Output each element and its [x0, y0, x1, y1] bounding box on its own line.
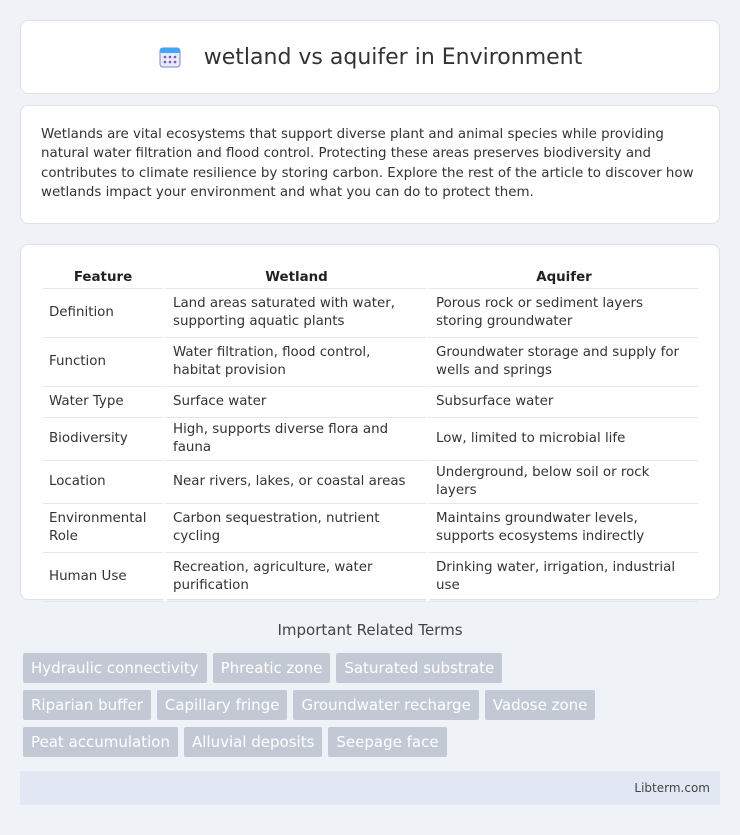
feature-cell: Definition	[43, 289, 163, 338]
wetland-cell: Near rivers, lakes, or coastal areas	[163, 461, 426, 504]
feature-cell: Water Type	[43, 387, 163, 418]
aquifer-cell: Maintains groundwater levels, supports ecosystems indirectly	[426, 504, 698, 553]
related-term-tag[interactable]: Riparian buffer	[23, 690, 151, 720]
calendar-icon	[158, 45, 182, 69]
related-term-tag[interactable]: Peat accumulation	[23, 727, 178, 757]
wetland-cell: Water filtration, flood control, habitat provision	[163, 338, 426, 387]
aquifer-cell: Drinking water, irrigation, industrial use	[426, 553, 698, 602]
table-header-row	[43, 265, 698, 289]
wetland-cell: Recreation, agriculture, water purification	[163, 553, 426, 602]
related-term-tag[interactable]: Phreatic zone	[213, 653, 331, 683]
feature-cell: Biodiversity	[43, 418, 163, 461]
table-row	[43, 504, 698, 553]
column-header-feature: Feature	[43, 265, 163, 289]
feature-cell: Location	[43, 461, 163, 504]
aquifer-cell: Underground, below soil or rock layers	[426, 461, 698, 504]
wetland-cell: Carbon sequestration, nutrient cycling	[163, 504, 426, 553]
column-header-aquifer: Aquifer	[426, 265, 698, 289]
related-term-tag[interactable]: Seepage face	[328, 727, 446, 757]
related-term-tag[interactable]: Capillary fringe	[157, 690, 288, 720]
related-term-tag[interactable]: Alluvial deposits	[184, 727, 322, 757]
aquifer-cell: Subsurface water	[426, 387, 698, 418]
table-row	[43, 553, 698, 602]
feature-cell: Function	[43, 338, 163, 387]
comparison-table-card	[20, 244, 720, 600]
related-term-tag[interactable]: Hydraulic connectivity	[23, 653, 207, 683]
table-row	[43, 387, 698, 418]
column-header-wetland: Wetland	[163, 265, 426, 289]
table-row	[43, 461, 698, 504]
aquifer-cell: Porous rock or sediment layers storing groundwater	[426, 289, 698, 338]
related-term-tag[interactable]: Saturated substrate	[336, 653, 502, 683]
header-card	[20, 20, 720, 94]
related-term-tag[interactable]: Vadose zone	[485, 690, 596, 720]
wetland-cell: Land areas saturated with water, supporting aquatic plants	[163, 289, 426, 338]
feature-cell: Human Use	[43, 553, 163, 602]
intro-paragraph: Wetlands are vital ecosystems that support diverse plant and animal species while providing natural water filtration and flood control. Protecting these areas preserves biodiversity and contributes to climate resilience by storing carbon. Explore the rest of the article to discover how wetlands impact your environment and what you can do to protect them.	[41, 127, 694, 201]
aquifer-cell: Low, limited to microbial life	[426, 418, 698, 461]
wetland-cell: Surface water	[163, 387, 426, 418]
wetland-cell: High, supports diverse flora and fauna	[163, 418, 426, 461]
table-row	[43, 418, 698, 461]
comparison-table	[43, 265, 698, 602]
intro-card	[20, 105, 720, 224]
feature-cell: Environmental Role	[43, 504, 163, 553]
related-terms-list	[23, 653, 623, 757]
page-title: wetland vs aquifer in Environment	[203, 44, 583, 70]
table-row	[43, 338, 698, 387]
related-terms-heading: Important Related Terms	[277, 621, 463, 639]
aquifer-cell: Groundwater storage and supply for wells and springs	[426, 338, 698, 387]
footer-site-link[interactable]: Libterm.com	[634, 781, 710, 795]
related-term-tag[interactable]: Groundwater recharge	[293, 690, 478, 720]
table-row	[43, 289, 698, 338]
footer	[20, 771, 720, 805]
